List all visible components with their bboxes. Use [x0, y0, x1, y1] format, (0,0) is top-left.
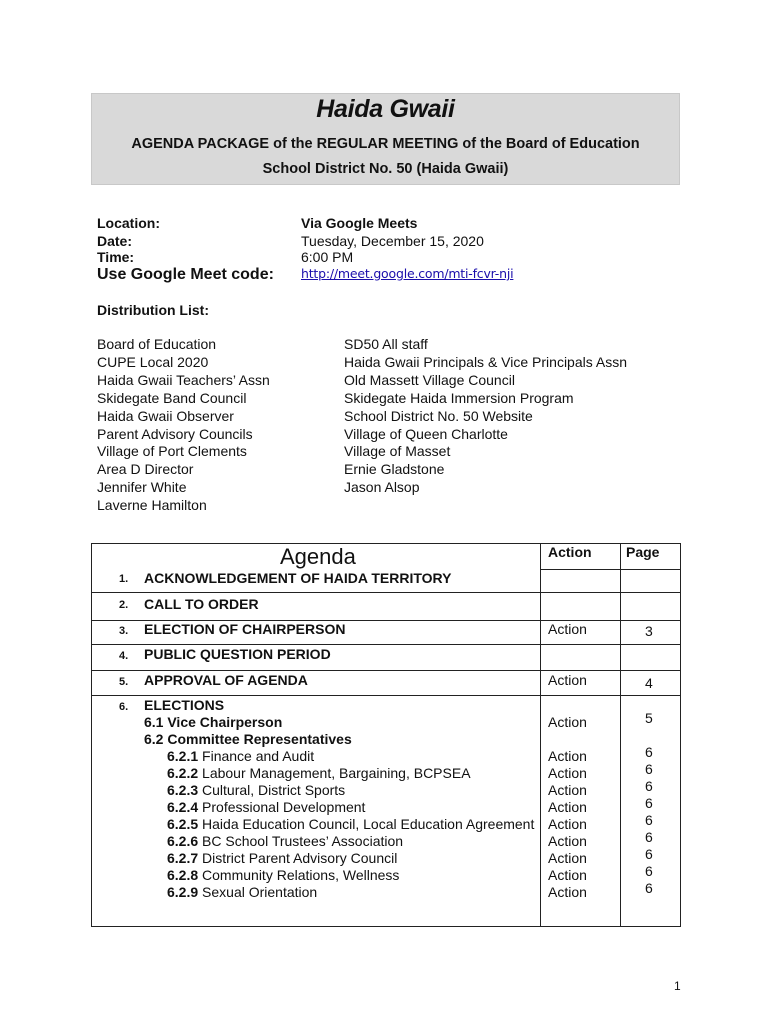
agenda-item: ELECTIONS [144, 697, 225, 713]
location-label: Location: [97, 215, 160, 231]
committee-heading: 6.2 Committee Representatives [144, 731, 352, 747]
sub-item: 6.2.9 Sexual Orientation [167, 884, 318, 900]
list-item: Haida Gwaii Teachers’ Assn [97, 371, 270, 388]
time-value: 6:00 PM [301, 249, 354, 265]
sub-item: 6.2.6 BC School Trustees’ Association [167, 833, 404, 849]
item-action: Action [548, 621, 587, 637]
item-number: 5. [119, 676, 129, 688]
sub-item: 6.2.4 Professional Development [167, 799, 366, 815]
sub-item: 6.2.1 Finance and Audit [167, 748, 315, 764]
item-page: 6 [645, 778, 653, 794]
list-item: Old Massett Village Council [344, 371, 515, 388]
item-page: 6 [645, 846, 653, 862]
item-page: 6 [645, 744, 653, 760]
meet-link[interactable]: http://meet.google.com/mti-fcvr-nji [301, 266, 514, 281]
list-item: Jennifer White [97, 479, 187, 496]
item-page: 6 [645, 863, 653, 879]
item-action: Action [548, 816, 587, 832]
agenda-item: ELECTION OF CHAIRPERSON [144, 621, 346, 637]
list-item: Area D Director [97, 461, 194, 478]
item-action: Action [548, 850, 587, 866]
item-page: 5 [645, 710, 653, 726]
distribution-list-right [344, 336, 627, 497]
item-number: 2. [119, 599, 129, 611]
sub-item: 6.2.7 District Parent Advisory Council [167, 850, 398, 866]
document-subtitle: AGENDA PACKAGE of the REGULAR MEETING of the Board of Education [131, 136, 640, 152]
item-action: Action [548, 765, 587, 781]
row-divider [92, 670, 680, 671]
row-divider [92, 695, 680, 696]
item-number: 4. [119, 650, 129, 662]
distribution-list-left [97, 336, 270, 515]
column-divider [540, 544, 541, 926]
page-number: 1 [674, 979, 681, 993]
sub-item: 6.2.2 Labour Management, Bargaining, BCPSEA [167, 765, 471, 781]
agenda-title: Agenda [280, 544, 356, 569]
list-item: Laverne Hamilton [97, 497, 207, 514]
date-label: Date: [97, 233, 133, 249]
action-column-header: Action [548, 544, 592, 560]
row-divider [92, 592, 680, 593]
agenda-item: CALL TO ORDER [144, 596, 259, 612]
item-page: 6 [645, 812, 653, 828]
document-title: Haida Gwaii [316, 95, 455, 123]
item-action: Action [548, 884, 587, 900]
list-item: Jason Alsop [344, 479, 420, 496]
list-item: Village of Masset [344, 443, 451, 460]
list-item: Village of Queen Charlotte [344, 425, 508, 442]
distribution-heading: Distribution List: [97, 302, 209, 318]
item-number: 6. [119, 701, 129, 713]
page-column-header: Page [626, 544, 660, 560]
item-page: 4 [645, 675, 653, 691]
list-item: School District No. 50 Website [344, 407, 533, 424]
list-item: CUPE Local 2020 [97, 353, 209, 370]
item-page: 6 [645, 880, 653, 896]
item-page: 3 [645, 623, 653, 639]
list-item: Haida Gwaii Principals & Vice Principals Assn [344, 353, 627, 370]
sub-item: 6.2.5 Haida Education Council, Local Education Agreement [167, 816, 535, 832]
item-action: Action [548, 833, 587, 849]
list-item: Skidegate Band Council [97, 389, 247, 406]
item-action: Action [548, 714, 587, 730]
item-action: Action [548, 672, 587, 688]
item-action: Action [548, 782, 587, 798]
header-banner [91, 93, 680, 185]
vice-chair-item: 6.1 Vice Chairperson [144, 714, 283, 730]
sub-item: 6.2.3 Cultural, District Sports [167, 782, 346, 798]
row-divider [540, 569, 680, 570]
item-page: 6 [645, 761, 653, 777]
list-item: Village of Port Clements [97, 443, 247, 460]
list-item: Parent Advisory Councils [97, 425, 253, 442]
agenda-item: ACKNOWLEDGEMENT OF HAIDA TERRITORY [144, 570, 452, 586]
date-value: Tuesday, December 15, 2020 [301, 233, 484, 249]
item-page: 6 [645, 795, 653, 811]
agenda-table [91, 543, 681, 927]
list-item: Haida Gwaii Observer [97, 407, 234, 424]
item-number: 3. [119, 625, 129, 637]
agenda-item: APPROVAL OF AGENDA [144, 672, 308, 688]
list-item: Skidegate Haida Immersion Program [344, 389, 574, 406]
location-value: Via Google Meets [301, 215, 418, 231]
item-action: Action [548, 748, 587, 764]
item-action: Action [548, 867, 587, 883]
row-divider [92, 644, 680, 645]
list-item: Board of Education [97, 336, 217, 352]
sub-item: 6.2.8 Community Relations, Wellness [167, 867, 400, 883]
column-divider [620, 544, 621, 926]
district-name: School District No. 50 (Haida Gwaii) [262, 161, 509, 177]
time-label: Time: [97, 249, 135, 265]
list-item: SD50 All staff [344, 336, 428, 352]
item-page: 6 [645, 829, 653, 845]
meet-code-label: Use Google Meet code: [97, 266, 274, 283]
list-item: Ernie Gladstone [344, 461, 445, 478]
item-number: 1. [119, 573, 129, 585]
agenda-item: PUBLIC QUESTION PERIOD [144, 646, 331, 662]
item-action: Action [548, 799, 587, 815]
